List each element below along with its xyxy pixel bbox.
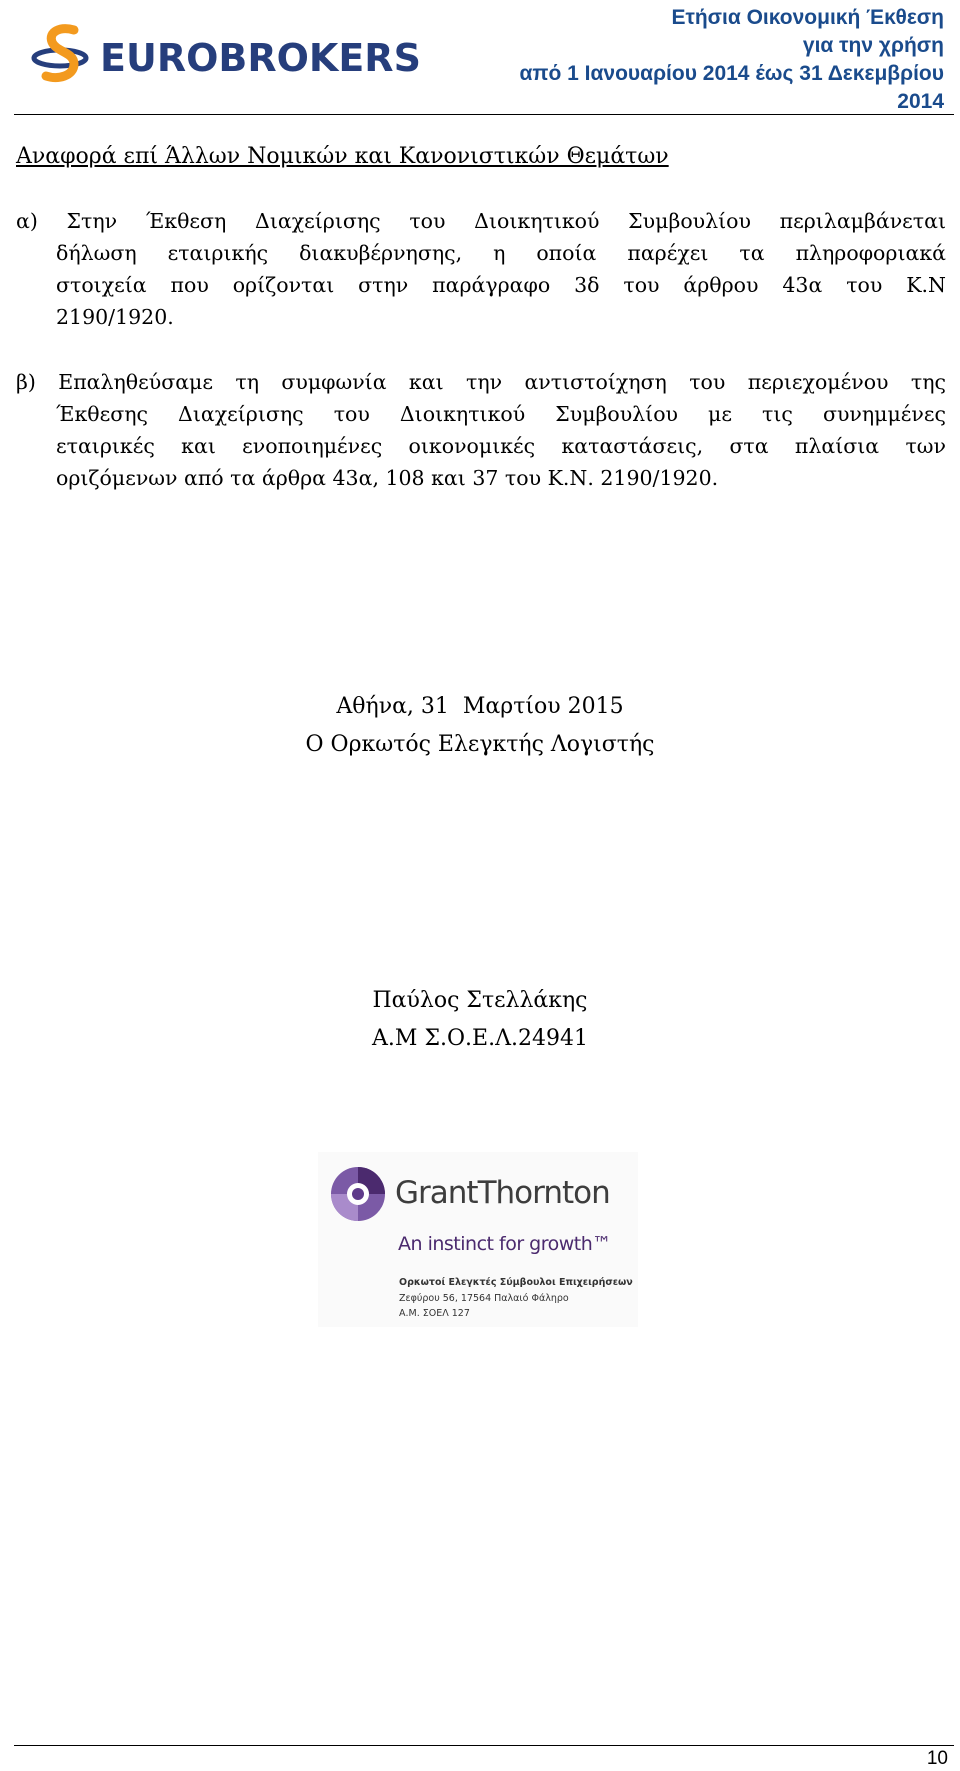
paragraph-line: 2190/1920.	[56, 305, 174, 329]
grant-thornton-wordmark: GrantThornton	[395, 1175, 610, 1211]
place-date: Αθήνα, 31 Μαρτίου 2015	[336, 694, 624, 719]
report-title-line: για την χρήση	[802, 34, 944, 57]
eurobrokers-swoosh-icon	[30, 22, 110, 92]
paragraph-line: οριζόμενων από τα άρθρα 43α, 108 και 37 του Κ.Ν. 2190/1920.	[56, 466, 719, 490]
report-title-line: από 1 Ιανουαρίου 2014 έως 31 Δεκεμβρίου	[519, 62, 944, 85]
section-heading: Αναφορά επί Άλλων Νομικών και Κανονιστικών Θεμάτων	[16, 144, 669, 169]
stamp-line: Ορκωτοί Ελεγκτές Σύμβουλοι Επιχειρήσεων	[399, 1277, 633, 1288]
grant-thornton-tagline: An instinct for growth™	[398, 1233, 611, 1255]
signature-block	[0, 982, 960, 1058]
paragraph-line: στοιχεία που ορίζονται στην παράγραφο 3δ του άρθρου 43α του Κ.Ν	[56, 273, 946, 297]
eurobrokers-wordmark: EUROBROKERS	[100, 36, 421, 80]
page-number: 10	[926, 1748, 948, 1769]
signature-place-date	[0, 688, 960, 764]
report-title-line: 2014	[897, 90, 944, 113]
grant-thornton-stamp	[318, 1152, 638, 1327]
stamp-line: Α.Μ. ΣΟΕΛ 127	[399, 1308, 470, 1319]
auditor-registration: Α.Μ Σ.Ο.Ε.Λ.24941	[372, 1026, 588, 1051]
report-title	[424, 4, 944, 116]
grant-thornton-logo-icon	[328, 1164, 388, 1224]
paragraph-a	[16, 205, 946, 333]
auditor-name: Παύλος Στελλάκης	[372, 988, 588, 1013]
report-title-line: Ετήσια Οικονομική Έκθεση	[671, 6, 944, 29]
page-header	[0, 0, 960, 118]
paragraph-line: Έκθεσης Διαχείρισης του Διοικητικού Συμβουλίου με τις συνημμένες	[56, 402, 946, 426]
paragraph-line: α) Στην Έκθεση Διαχείρισης του Διοικητικού Συμβουλίου περιλαμβάνεται	[16, 209, 946, 233]
paragraph-line: δήλωση εταιρικής διακυβέρνησης, η οποία παρέχει τα πληροφοριακά	[56, 241, 946, 265]
stamp-line: Ζεφύρου 56, 17564 Παλαιό Φάληρο	[399, 1293, 569, 1304]
paragraph-b	[16, 366, 946, 494]
auditor-title: Ο Ορκωτός Ελεγκτής Λογιστής	[305, 732, 655, 757]
header-divider	[14, 114, 954, 115]
footer-divider	[14, 1745, 954, 1746]
paragraph-line: εταιρικές και ενοποιημένες οικονομικές καταστάσεις, στα πλαίσια των	[56, 434, 946, 458]
paragraph-line: β) Επαληθεύσαμε τη συμφωνία και την αντιστοίχηση του περιεχομένου της	[16, 370, 946, 394]
eurobrokers-logo	[30, 22, 421, 92]
